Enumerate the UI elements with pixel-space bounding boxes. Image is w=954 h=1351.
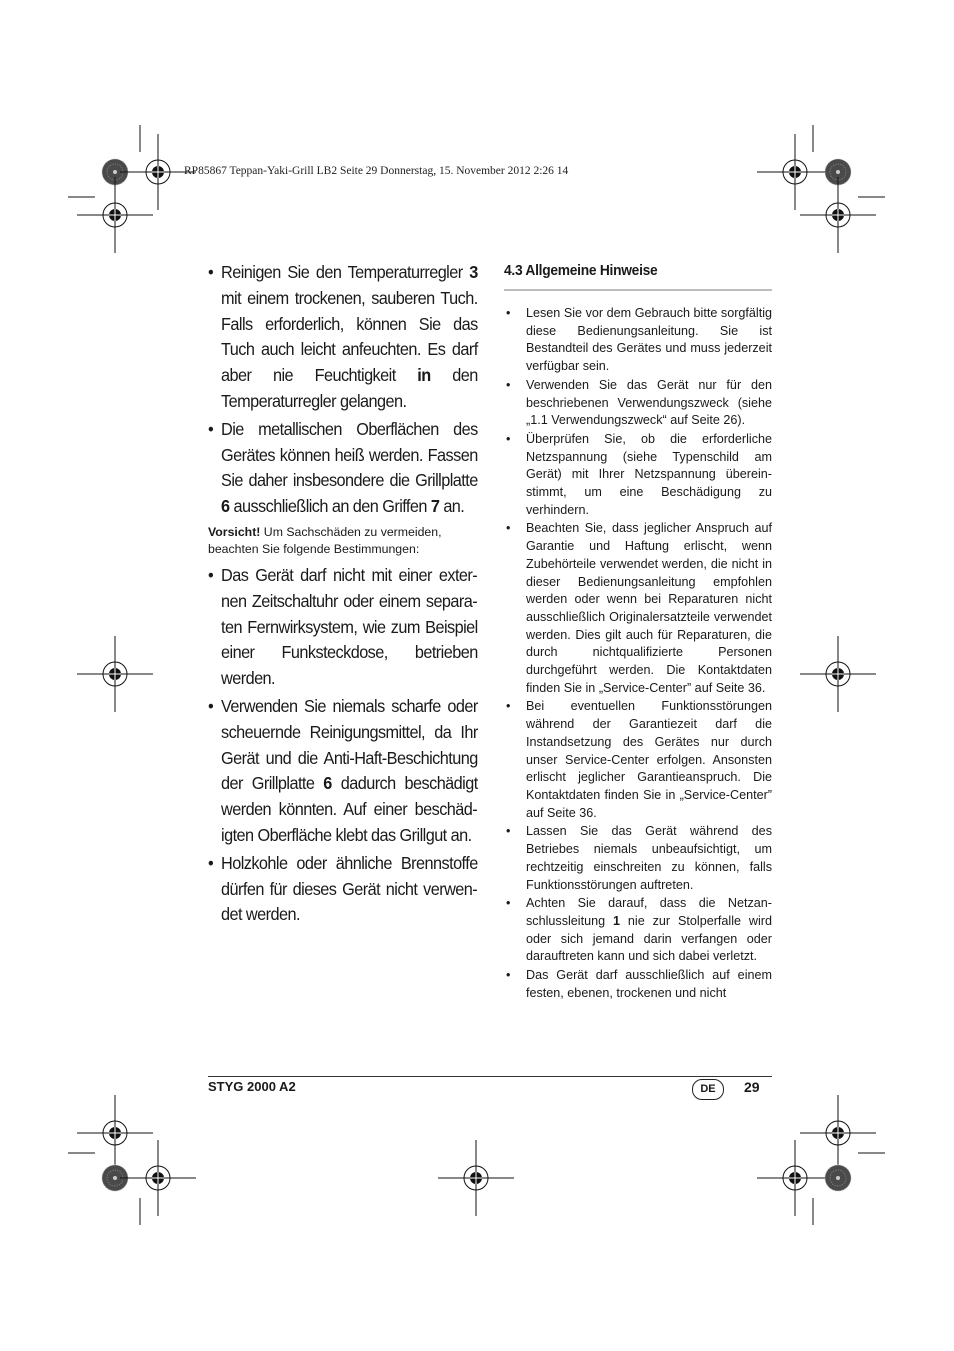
section-heading: 4.3 Allgemeine Hinweise: [504, 262, 658, 279]
model-number: STYG 2000 A2: [208, 1079, 296, 1094]
bullet-no-abrasives: • Verwenden Sie niemals scharfe oder scheuernde Reinigungsmittel, da Ihr Gerät und die Anti-Haft-Beschichtung der Grillplatte 6 dadurch beschädigt werden könnten. Auf einer beschädigten Oberfläche klebt das Grillgut an.: [208, 694, 478, 849]
bullet-no-timer: • Das Gerät darf nicht mit einer externen Zeitschaltuhr oder einem separaten Fernwirksystem, wie zum Beispiel einer Funksteckdose, betrieben werden.: [208, 563, 478, 692]
footer-rule: [208, 1076, 772, 1077]
right-column: [504, 262, 772, 1003]
language-badge: DE: [692, 1079, 724, 1100]
list-item: • Lesen Sie vor dem Gebrauch bitte sorgfältig diese Bedienungsanleitung. Sie ist Bestandteil des Gerätes und muss jederzeit verfügbar sein.: [504, 305, 772, 376]
large-bullets-bottom: [208, 563, 478, 928]
page-number: 29: [744, 1079, 760, 1095]
general-notes-list: [504, 305, 772, 1002]
list-item: • Überprüfen Sie, ob die erforderliche Netzspannung (siehe Typenschild am Gerät) mit Ihrer Netzspannung übereinstimmt, um eine Beschädigung zu verhindern.: [504, 431, 772, 520]
list-item: • Beachten Sie, dass jeglicher Anspruch auf Garantie und Haftung erlischt, wenn Zubehörteile verwendet werden, die nicht in dieser Bedienungsanleitung empfohlen werden oder wenn bei Reparaturen nicht ausschließlich Originalersatzteile verwendet werden. Dies gilt auch für Reparaturen, die durch nichtqualifizierte Personen durchgeführt werden. Die Kontaktdaten finden Sie in „Service-Center” auf Seite 36.: [504, 520, 772, 697]
list-item: • Achten Sie darauf, dass die Netzanschlussleitung 1 nie zur Stolperfalle wird oder sich jemand darin verfangen oder darauftreten kann und sich dabei verletzt.: [504, 895, 772, 966]
heading-rule: [504, 289, 772, 291]
large-bullets-top: [208, 260, 478, 520]
caution-label: Vorsicht!: [208, 524, 261, 539]
left-column: [208, 260, 478, 930]
list-item: • Das Gerät darf ausschließlich auf einem festen, ebenen, trockenen und nicht: [504, 967, 772, 1002]
list-item: • Verwenden Sie das Gerät nur für den beschriebenen Verwendungszweck (siehe „1.1 Verwendungszweck“ auf Seite 26).: [504, 377, 772, 430]
caution-note: Vorsicht! Um Sachschäden zu vermeiden, beachten Sie folgende Bestimmungen:: [208, 524, 442, 557]
bullet-no-charcoal: • Holzkohle oder ähnliche Brennstoffe dürfen für dieses Gerät nicht verwendet werden.: [208, 851, 478, 928]
print-slug: RP85867 Teppan-Yaki-Grill LB2 Seite 29 Donnerstag, 15. November 2012 2:26 14: [184, 165, 569, 177]
list-item: • Bei eventuellen Funktionsstörungen während der Garantiezeit darf die Instandsetzung des Gerätes nur durch unser Service-Center erfolgen. Ansonsten erlischt jeglicher Garantieanspruch. Die Kontaktdaten finden Sie in „Service-Center” auf Seite 36.: [504, 698, 772, 822]
list-item: • Lassen Sie das Gerät während des Betriebes niemals unbeaufsichtigt, um rechtzeitig einschreiten zu können, falls Funktionsstörungen auftreten.: [504, 823, 772, 894]
bullet-hot-surfaces: • Die metallischen Oberflächen des Gerätes können heiß werden. Fassen Sie daher insbesondere die Grillplatte 6 ausschließlich an den Griffen 7 an.: [208, 417, 478, 520]
bullet-clean-temperature-regulator: • Reinigen Sie den Temperaturregler 3 mit einem trockenen, sauberen Tuch. Falls erforderlich, können Sie das Tuch auch leicht anfeuchten. Es darf aber nie Feuchtigkeit in den Temperaturregler gelangen.: [208, 260, 478, 415]
